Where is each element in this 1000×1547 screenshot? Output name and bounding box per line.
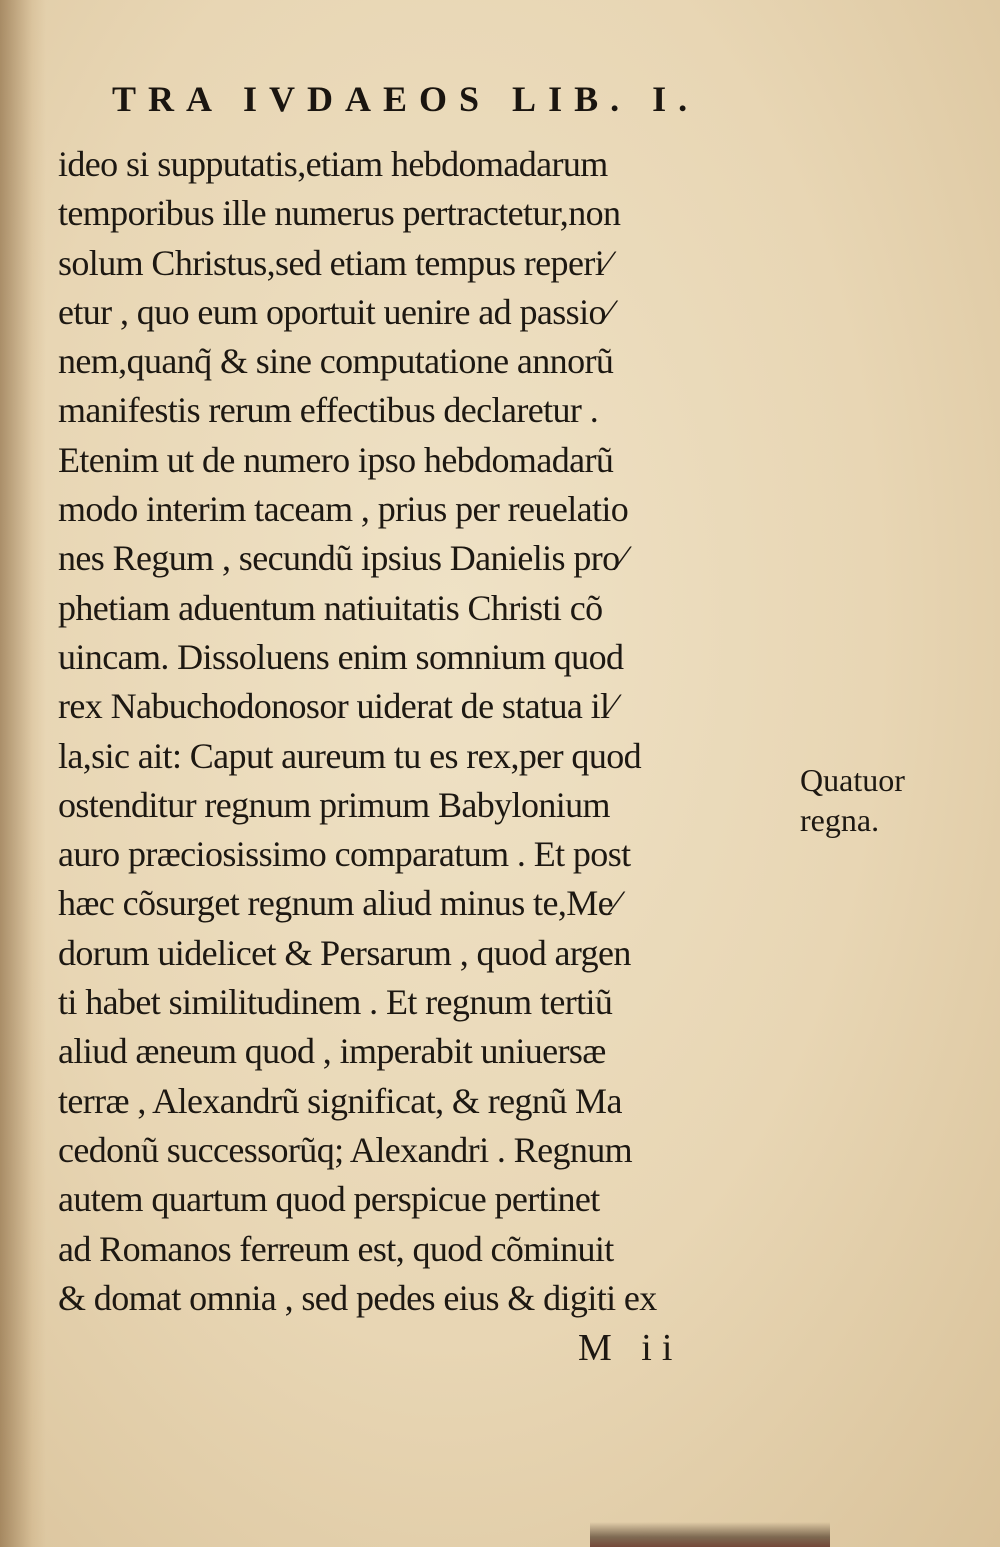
text-line: aliud æneum quod , imperabit uniuersæ — [58, 1031, 606, 1072]
text-line: uincam. Dissoluens enim somnium quod — [58, 636, 624, 677]
text-line: ti habet similitudinem . Et regnum tertiũ — [58, 982, 613, 1023]
text-line: modo interim taceam , prius per reuelatio — [58, 489, 629, 530]
text-line: ad Romanos ferreum est, quod cõminuit — [58, 1228, 614, 1269]
text-line: dorum uidelicet & Persarum , quod argen — [58, 932, 631, 973]
text-line: ostenditur regnum primum Babylonium — [58, 784, 610, 825]
text-line: autem quartum quod perspicue pertinet — [58, 1179, 600, 1220]
text-line: temporibus ille numerus pertractetur,non — [58, 193, 621, 234]
text-line: hæc cõsurget regnum aliud minus te,Me⁄ — [58, 883, 619, 924]
text-line: manifestis rerum effectibus declaretur . — [58, 390, 599, 431]
body-text — [58, 140, 798, 1323]
text-line: rex Nabuchodonosor uiderat de statua il⁄ — [58, 686, 615, 727]
text-line: Etenim ut de numero ipso hebdomadarũ — [58, 439, 614, 480]
text-line: auro præciosissimo comparatum . Et post — [58, 834, 631, 875]
margin-note-line: regna. — [800, 802, 880, 838]
text-line: ideo si supputatis,etiam hebdomadarum — [58, 144, 608, 184]
text-line: nes Regum , secundũ ipsius Danielis pro⁄ — [58, 538, 625, 579]
text-line: solum Christus,sed etiam tempus reperi⁄ — [58, 242, 610, 283]
text-line: etur , quo eum oportuit uenire ad passio⁄ — [58, 291, 612, 332]
text-line: terræ , Alexandrũ significat, & regnũ Ma — [58, 1080, 622, 1121]
page-edge-shadow — [590, 1522, 830, 1547]
signature-mark: M ii — [578, 1327, 683, 1369]
margin-note — [800, 760, 905, 840]
text-line: la,sic ait: Caput aureum tu es rex,per quod — [58, 735, 642, 776]
text-line: & domat omnia , sed pedes eius & digiti ex — [58, 1277, 657, 1318]
text-line: cedonũ successorũq; Alexandri . Regnum — [58, 1129, 633, 1170]
gutter-shadow — [0, 0, 46, 1547]
running-head: TRA IVDAEOS LIB. I. — [112, 79, 700, 119]
text-line: phetiam aduentum natiuitatis Christi cõ — [58, 587, 603, 628]
text-line: nem,quanq̃ & sine computatione annorũ — [58, 341, 614, 382]
margin-note-line: Quatuor — [800, 762, 905, 798]
